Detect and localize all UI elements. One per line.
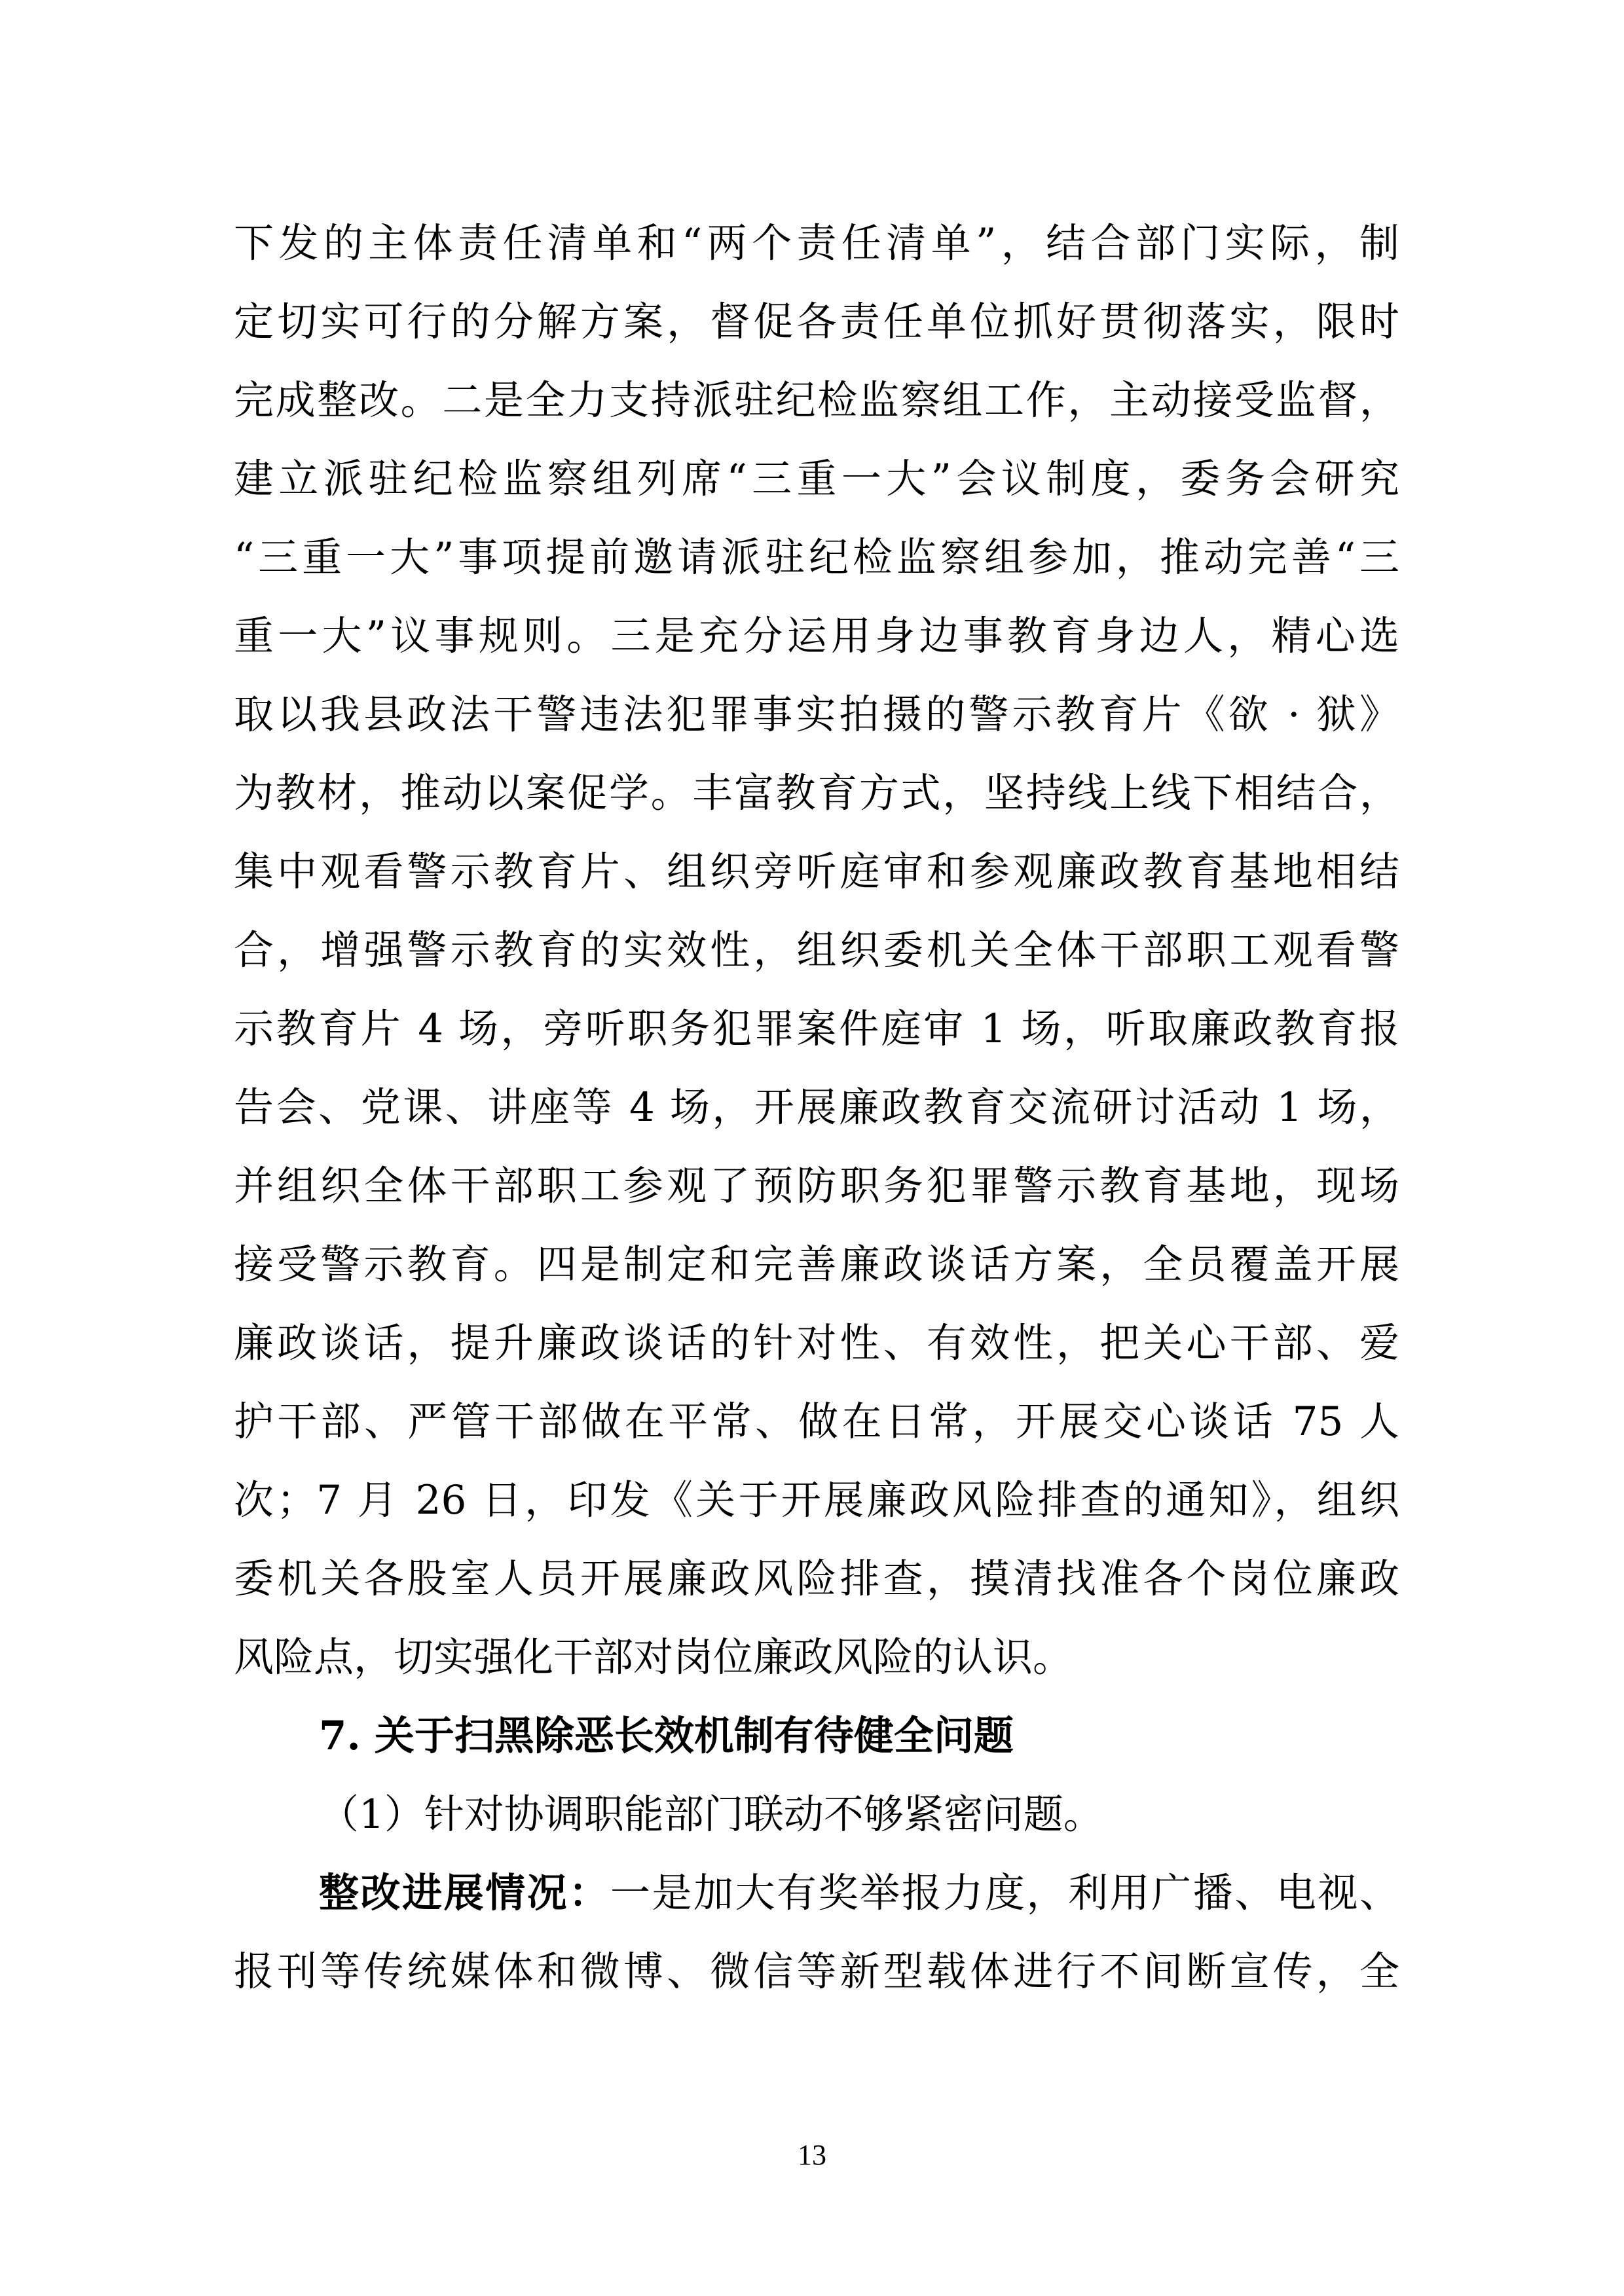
paragraph-text: 一是加大有奖举报力度，利用广播、电视、 bbox=[610, 1870, 1399, 1916]
paragraph-first-line bbox=[319, 1854, 1399, 1933]
page-number: 13 bbox=[798, 2139, 826, 2171]
body-line: 次；7 月 26 日，印发《关于开展廉政风险排查的通知》，组织 bbox=[234, 1477, 1399, 1523]
section-heading: 7. 关于扫黑除恶长效机制有待健全问题 bbox=[319, 1713, 1014, 1759]
body-line: 下发的主体责任清单和“两个责任清单”，结合部门实际，制 bbox=[234, 220, 1399, 266]
body-line: 定切实可行的分解方案，督促各责任单位抓好贯彻落实，限时 bbox=[234, 299, 1399, 345]
body-line: 报刊等传统媒体和微博、微信等新型载体进行不间断宣传，全 bbox=[234, 1948, 1399, 1995]
body-line: 重一大”议事规则。三是充分运用身边事教育身边人，精心选 bbox=[234, 613, 1399, 659]
body-line: 集中观看警示教育片、组织旁听庭审和参观廉政教育基地相结 bbox=[234, 848, 1399, 895]
body-line: 护干部、严管干部做在平常、做在日常，开展交心谈话 75 人 bbox=[234, 1398, 1399, 1445]
body-line: 风险点，切实强化干部对岗位廉政风险的认识。 bbox=[234, 1634, 1073, 1681]
body-line: 示教育片 4 场，旁听职务犯罪案件庭审 1 场，听取廉政教育报 bbox=[234, 1006, 1399, 1052]
body-line: 合，增强警示教育的实效性，组织委机关全体干部职工观看警 bbox=[234, 927, 1399, 974]
body-line: 为教材，推动以案促学。丰富教育方式，坚持线上线下相结合， bbox=[234, 770, 1399, 816]
body-line: 委机关各股室人员开展廉政风险排查，摸清找准各个岗位廉政 bbox=[234, 1556, 1399, 1602]
body-line: 取以我县政法干警违法犯罪事实拍摄的警示教育片《欲 · 狱》 bbox=[234, 691, 1399, 738]
body-line: 建立派驻纪检监察组列席“三重一大”会议制度，委务会研究 bbox=[234, 456, 1399, 502]
body-line: 接受警示教育。四是制定和完善廉政谈话方案，全员覆盖开展 bbox=[234, 1241, 1399, 1288]
body-line: 告会、党课、讲座等 4 场，开展廉政教育交流研讨活动 1 场， bbox=[234, 1084, 1399, 1131]
sub-heading: （1）针对协调职能部门联动不够紧密问题。 bbox=[319, 1791, 1103, 1838]
body-line: 完成整改。二是全力支持派驻纪检监察组工作，主动接受监督， bbox=[234, 377, 1399, 424]
paragraph-label: 整改进展情况： bbox=[319, 1870, 610, 1916]
body-line: 廉政谈话，提升廉政谈话的针对性、有效性，把关心干部、爱 bbox=[234, 1320, 1399, 1366]
body-line: “三重一大”事项提前邀请派驻纪检监察组参加，推动完善“三 bbox=[234, 534, 1399, 581]
body-line: 并组织全体干部职工参观了预防职务犯罪警示教育基地，现场 bbox=[234, 1163, 1399, 1209]
